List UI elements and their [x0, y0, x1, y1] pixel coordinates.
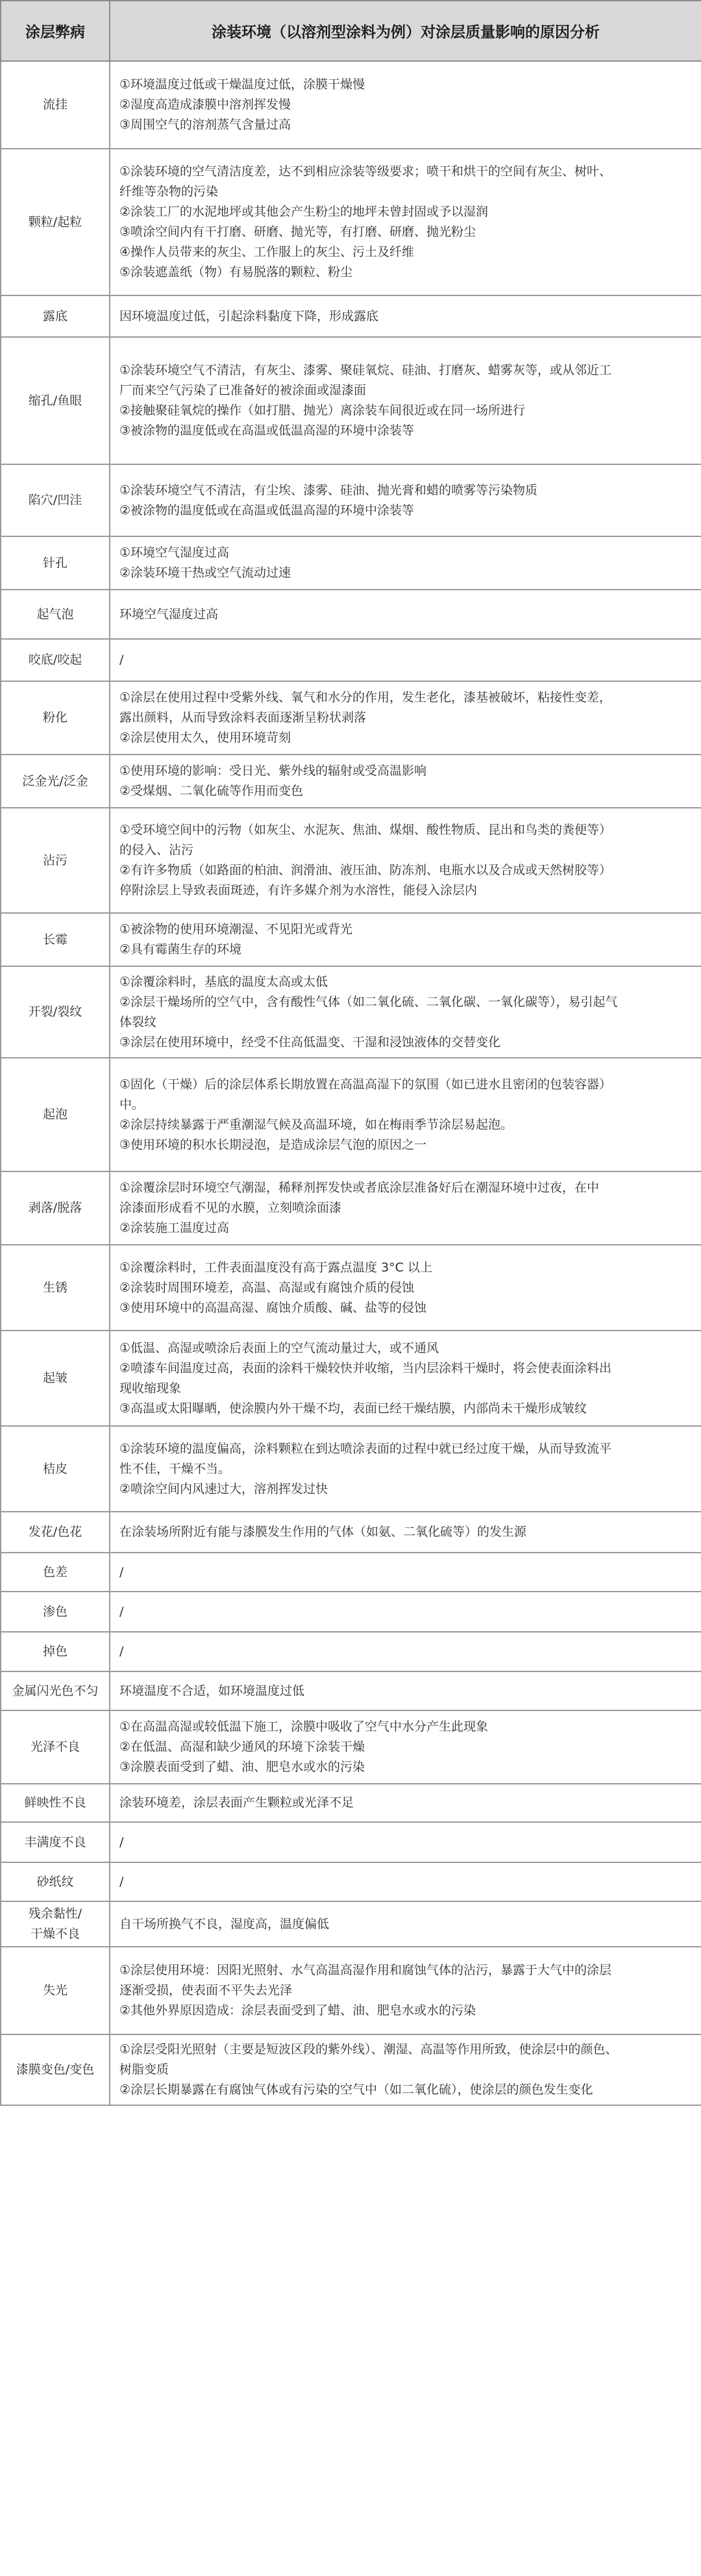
cause-analysis [110, 1058, 701, 1171]
cause-analysis [110, 1632, 701, 1671]
cause-line: ③涂膜表面受到了蜡、油、肥皂水或水的污染 [119, 1760, 365, 1774]
cause-line: 纤维等杂物的污染 [119, 184, 219, 199]
defect-name: 沾污 [1, 808, 110, 913]
cause-line: ②涂装工厂的水泥地坪或其他会产生粉尘的地坪未曾封固或予以湿润 [119, 205, 489, 219]
cause-line: 环境空气湿度过高 [119, 606, 219, 621]
cause-line: ②在低温、高湿和缺少通风的环境下涂装干燥 [119, 1740, 365, 1754]
defect-name: 发花/色花 [1, 1512, 110, 1553]
cause-analysis [110, 639, 701, 681]
cause-line: ①固化（干燥）后的涂层体系长期放置在高温高湿下的氛围（如已进水且密闭的包装容器） [119, 1077, 612, 1092]
cause-line: ①涂覆涂层时环境空气潮湿，稀释剂挥发快或者底涂层准备好后在潮湿环境中过夜，在中 [119, 1181, 600, 1195]
cause-analysis [110, 2034, 701, 2105]
cause-line: ③高温或太阳曝晒，使涂膜内外干燥不均，表面已经干燥结膜，内部尚未干燥形成皱纹 [119, 1401, 587, 1416]
defect-name: 剥落/脱落 [1, 1171, 110, 1245]
table-row [1, 1710, 701, 1784]
cause-line: 自干场所换气不良，湿度高，温度偏低 [119, 1916, 330, 1931]
cause-line: / [119, 1644, 124, 1658]
cause-line: ①被涂物的使用环境潮湿、不见阳光或背光 [119, 922, 353, 936]
defect-name: 砂纸纹 [1, 1862, 110, 1901]
table-row [1, 1671, 701, 1710]
table-row [1, 1331, 701, 1426]
cause-analysis [110, 1784, 701, 1822]
cause-line: ①涂覆涂料时，基底的温度太高或太低 [119, 974, 328, 989]
cause-line: ①低温、高湿或喷涂后表面上的空气流动量过大，或不通风 [119, 1340, 439, 1355]
cause-line: ①涂覆涂料时，工件表面温度没有高于露点温度 3°C 以上 [119, 1260, 432, 1275]
cause-analysis [110, 295, 701, 337]
table-row [1, 639, 701, 681]
cause-line: ①涂装环境空气不清洁，有尘埃、漆雾、硅油、抛光膏和蜡的喷雾等污染物质 [119, 482, 538, 497]
table-row [1, 1592, 701, 1632]
cause-line: ②涂层使用太久，使用环境苛刻 [119, 731, 291, 745]
table-body [1, 61, 701, 2105]
cause-line: 厂而来空气污染了已准备好的被涂面或湿漆面 [119, 383, 367, 397]
cause-line: ②涂装施工温度过高 [119, 1221, 230, 1235]
table-row [1, 1553, 701, 1592]
cause-line: ③喷涂空间内有干打磨、研磨、抛光等，有打磨、研磨、抛光粉尘 [119, 225, 476, 239]
cause-analysis [110, 1822, 701, 1862]
cause-analysis [110, 1710, 701, 1784]
cause-line: ①环境温度过低或干燥温度过低，涂膜干燥慢 [119, 77, 365, 92]
cause-line: ①涂装环境空气不清洁，有灰尘、漆雾、聚硅氧烷、硅油、打磨灰、蜡雾灰等，或从邻近工 [119, 363, 612, 377]
table-row [1, 1171, 701, 1245]
defect-name: 色差 [1, 1553, 110, 1592]
header-defect: 涂层弊病 [1, 1, 110, 61]
cause-line: ③使用环境中的高温高湿、腐蚀介质酸、碱、盐等的侵蚀 [119, 1300, 427, 1315]
table-row [1, 913, 701, 966]
cause-line: / [119, 1564, 124, 1579]
defect-name: 露底 [1, 295, 110, 337]
cause-line: 中。 [119, 1097, 145, 1112]
cause-analysis [110, 1901, 701, 1947]
table-row [1, 61, 701, 149]
cause-analysis [110, 1862, 701, 1901]
cause-line: ③涂层在使用环境中，经受不住高低温变、干湿和浸蚀液体的交替变化 [119, 1034, 501, 1049]
cause-line: / [119, 1834, 124, 1849]
cause-line: ②受煤烟、二氧化硫等作用而变色 [119, 784, 304, 798]
cause-line: ②喷漆车间温度过高，表面的涂料干燥较快并收缩，当内层涂料干燥时，将会使表面涂料出 [119, 1360, 612, 1375]
cause-line: 因环境温度过低，引起涂料黏度下降，形成露底 [119, 308, 379, 323]
table-row [1, 1632, 701, 1671]
table-row [1, 966, 701, 1058]
table-row [1, 1426, 701, 1512]
cause-line: ②湿度高造成漆膜中溶剂挥发慢 [119, 97, 291, 112]
cause-line: ②喷涂空间内风速过大，溶剂挥发过快 [119, 1481, 328, 1496]
cause-line: ②其他外界原因造成：涂层表面受到了蜡、油、肥皂水或水的污染 [119, 2003, 476, 2018]
cause-line: 逐渐受损，使表面不平失去光泽 [119, 1983, 293, 1997]
cause-analysis [110, 1947, 701, 2034]
defect-name: 陷穴/凹洼 [1, 464, 110, 536]
defect-name: 光泽不良 [1, 1710, 110, 1784]
defect-name: 开裂/裂纹 [1, 966, 110, 1058]
table-row [1, 295, 701, 337]
table-row [1, 1862, 701, 1901]
defect-name: 粉化 [1, 681, 110, 755]
defect-name: 流挂 [1, 61, 110, 149]
defect-name: 泛金光/泛金 [1, 755, 110, 808]
cause-line: ①在高温高湿或较低温下施工，涂膜中吸收了空气中水分产生此现象 [119, 1719, 489, 1734]
cause-line: ②有许多物质（如路面的柏油、润滑油、液压油、防冻剂、电瓶水以及合成或天然树胶等） [119, 863, 612, 877]
cause-line: / [119, 653, 124, 667]
cause-line: ②涂层持续暴露于严重潮湿气候及高温环境，如在梅雨季节涂层易起泡。 [119, 1117, 513, 1132]
cause-line: ③周围空气的溶剂蒸气含量过高 [119, 118, 291, 132]
cause-line: 环境温度不合适，如环境温度过低 [119, 1683, 305, 1698]
header-row [1, 1, 701, 61]
defect-name: 丰满度不良 [1, 1822, 110, 1862]
cause-line: ②涂装环境干热或空气流动过速 [119, 566, 291, 580]
cause-analysis [110, 149, 701, 295]
cause-line: ①涂装环境的温度偏高，涂料颗粒在到达喷涂表面的过程中就已经过度干燥，从而导致流平 [119, 1441, 612, 1456]
cause-line: ④操作人员带来的灰尘、工作服上的灰尘、污土及纤维 [119, 245, 415, 259]
cause-analysis [110, 913, 701, 966]
table-row [1, 337, 701, 464]
table-row [1, 590, 701, 639]
cause-line: 涂装环境差，涂层表面产生颗粒或光泽不足 [119, 1795, 354, 1810]
cause-line: ①涂装环境的空气清洁度差，达不到相应涂装等级要求；喷干和烘干的空间有灰尘、树叶、 [119, 164, 612, 179]
cause-analysis [110, 1512, 701, 1553]
cause-line: 树脂变质 [119, 2062, 169, 2077]
cause-analysis [110, 681, 701, 755]
cause-line: 露出颜料，从而导致涂料表面逐渐呈粉状剥落 [119, 710, 367, 725]
table-row [1, 1822, 701, 1862]
cause-line: ②具有霉菌生存的环境 [119, 942, 242, 957]
table-row [1, 808, 701, 913]
cause-analysis [110, 536, 701, 590]
table-row [1, 1901, 701, 1947]
table-row [1, 1784, 701, 1822]
defect-name: 起泡 [1, 1058, 110, 1171]
cause-line: / [119, 1874, 124, 1889]
cause-analysis [110, 808, 701, 913]
defect-name: 咬底/咬起 [1, 639, 110, 681]
cause-line: ②接触聚硅氧烷的操作（如打腊、抛光）离涂装车间很近或在同一场所进行 [119, 403, 526, 418]
defect-name: 渗色 [1, 1592, 110, 1632]
cause-analysis [110, 1331, 701, 1426]
cause-analysis [110, 590, 701, 639]
cause-analysis [110, 1171, 701, 1245]
cause-line: 现收缩现象 [119, 1381, 182, 1395]
cause-analysis [110, 1553, 701, 1592]
cause-line: ①使用环境的影响：受日光、紫外线的辐射或受高温影响 [119, 764, 427, 778]
table-row [1, 681, 701, 755]
cause-line: ①涂层受阳光照射（主要是短波区段的紫外线）、潮湿、高温等作用所致，使涂层中的颜色、 [119, 2042, 618, 2057]
cause-analysis [110, 966, 701, 1058]
cause-line: ③使用环境的积水长期浸泡，是造成涂层气泡的原因之一 [119, 1137, 427, 1152]
defect-name: 桔皮 [1, 1426, 110, 1512]
defect-name: 针孔 [1, 536, 110, 590]
defect-name: 鲜映性不良 [1, 1784, 110, 1822]
cause-line: 停附涂层上导致表面斑迹，有许多媒介剂为水溶性，能侵入涂层内 [119, 883, 478, 897]
defect-name: 漆膜变色/变色 [1, 2034, 110, 2105]
cause-analysis [110, 337, 701, 464]
cause-analysis [110, 464, 701, 536]
table-row [1, 536, 701, 590]
defect-name: 残余黏性/ 干燥不良 [1, 1901, 110, 1947]
cause-line: 在涂装场所附近有能与漆膜发生作用的气体（如氨、二氧化硫等）的发生源 [119, 1525, 527, 1539]
cause-analysis [110, 1245, 701, 1331]
defect-name: 金属闪光色不匀 [1, 1671, 110, 1710]
cause-analysis [110, 1426, 701, 1512]
table-row [1, 1947, 701, 2034]
table-row [1, 1512, 701, 1553]
cause-line: 性不佳，干燥不当。 [119, 1461, 231, 1476]
cause-analysis [110, 1671, 701, 1710]
table-row [1, 464, 701, 536]
cause-line: ②涂层长期暴露在有腐蚀气体或有污染的空气中（如二氧化硫），使涂层的颜色发生变化 [119, 2082, 593, 2097]
cause-analysis [110, 755, 701, 808]
cause-line: ①环境空气湿度过高 [119, 545, 230, 560]
table-row [1, 755, 701, 808]
cause-line: ⑤涂装遮盖纸（物）有易脱落的颗粒、粉尘 [119, 265, 353, 279]
cause-line: ①涂层在使用过程中受紫外线、氧气和水分的作用，发生老化，漆基被破坏，粘接性变差， [119, 690, 612, 705]
defect-name: 颗粒/起粒 [1, 149, 110, 295]
cause-line: ②被涂物的温度低或在高温或低温高湿的环境中涂装等 [119, 503, 415, 518]
defect-name: 失光 [1, 1947, 110, 2034]
cause-analysis [110, 1592, 701, 1632]
defect-name: 起气泡 [1, 590, 110, 639]
cause-analysis [110, 61, 701, 149]
cause-line: 的侵入、沾污 [119, 843, 194, 857]
cause-line: 涂漆面形成看不见的水膜，立刻喷涂面漆 [119, 1201, 342, 1215]
cause-line: / [119, 1604, 124, 1619]
defect-name: 缩孔/鱼眼 [1, 337, 110, 464]
cause-line: ①涂层使用环境：因阳光照射、水气高温高湿作用和腐蚀气体的沾污，暴露于大气中的涂层 [119, 1963, 612, 1977]
cause-line: ②涂装时周围环境差，高温、高湿或有腐蚀介质的侵蚀 [119, 1280, 415, 1295]
table-row [1, 1058, 701, 1171]
cause-line: ②涂层干燥场所的空气中，含有酸性气体（如二氧化硫、二氧化碳、一氧化碳等），易引起气 [119, 994, 618, 1009]
table-row [1, 149, 701, 295]
defect-name: 长霉 [1, 913, 110, 966]
table-row [1, 1245, 701, 1331]
defect-name: 生锈 [1, 1245, 110, 1331]
cause-line: 体裂纹 [119, 1014, 157, 1029]
table-row [1, 2034, 701, 2105]
cause-line: ①受环境空间中的污物（如灰尘、水泥灰、焦油、煤烟、酸性物质、昆出和鸟类的粪便等） [119, 823, 612, 837]
cause-line: ③被涂物的温度低或在高温或低温高湿的环境中涂装等 [119, 423, 415, 438]
defect-name: 起皱 [1, 1331, 110, 1426]
header-cause-analysis: 涂装环境（以溶剂型涂料为例）对涂层质量影响的原因分析 [110, 1, 701, 61]
defect-name: 掉色 [1, 1632, 110, 1671]
